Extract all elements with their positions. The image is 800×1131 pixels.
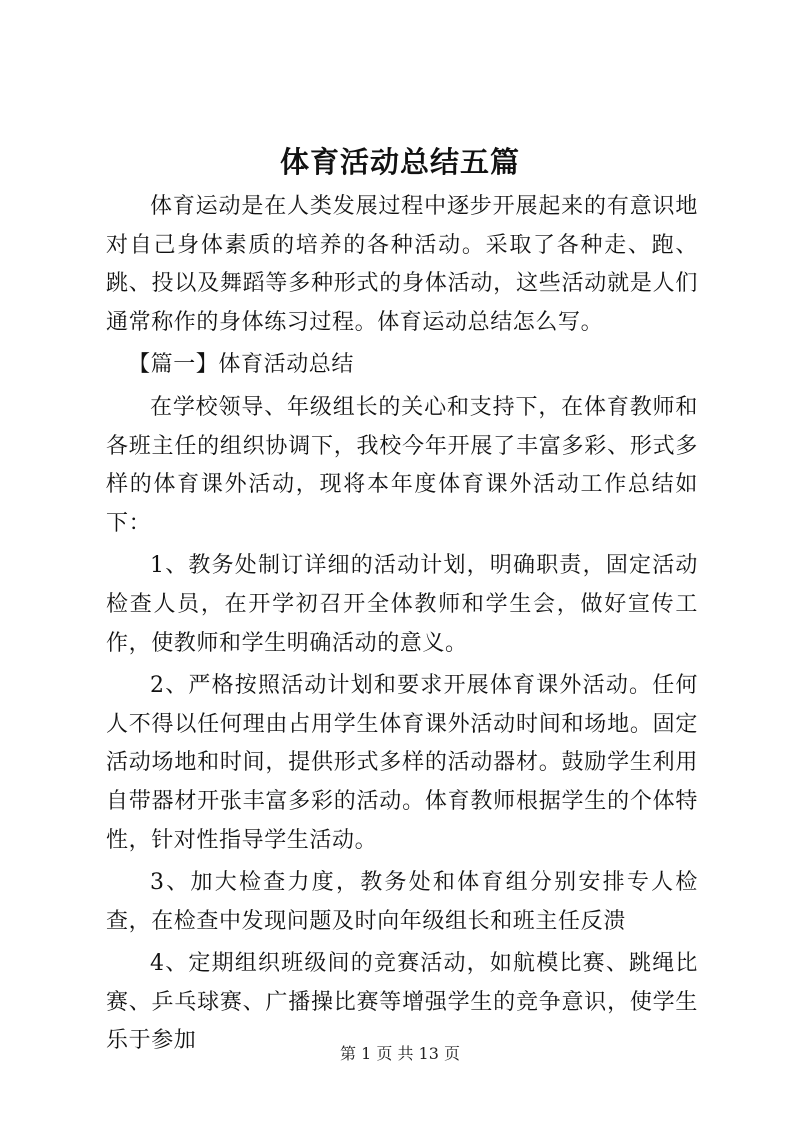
section-heading: 【篇一】体育活动总结: [128, 352, 355, 378]
body-paragraph: 3、加大检查力度，教务处和体育组分别安排专人检查，在检查中发现问题及时向年级组长和班主任反溃: [106, 870, 698, 934]
body-paragraph: 1、教务处制订详细的活动计划，明确职责，固定活动检查人员，在开学初召开全体教师和学生会，做好宣传工作，使教师和学生明确活动的意义。: [106, 553, 698, 656]
page-number-footer: 第 1 页 共 13 页: [340, 1044, 460, 1063]
body-paragraph: 4、定期组织班级间的竞赛活动，如航模比赛、跳绳比赛、乒乓球赛、广播操比赛等增强学生的竞争意识，使学生乐于参加: [106, 951, 698, 1054]
body-paragraph: 在学校领导、年级组长的关心和支持下，在体育教师和各班主任的组织协调下，我校今年开展了丰富多彩、形式多样的体育课外活动，现将本年度体育课外活动工作总结如下：: [106, 394, 698, 536]
document-body: [106, 188, 698, 1065]
body-paragraph: 2、严格按照活动计划和要求开展体育课外活动。任何人不得以任何理由占用学生体育课外活动时间和场地。固定活动场地和时间，提供形式多样的活动器材。鼓励学生利用自带器材开张丰富多彩的活动。体育教师根据学生的个体特性，针对性指导学生活动。: [106, 673, 698, 853]
intro-paragraph: 体育运动是在人类发展过程中逐步开展起来的有意识地对自己身体素质的培养的各种活动。采取了各种走、跑、跳、投以及舞蹈等多种形式的身体活动，这些活动就是人们通常称作的身体练习过程。体育运动总结怎么写。: [106, 194, 698, 335]
document-title: 体育活动总结五篇: [279, 145, 520, 179]
